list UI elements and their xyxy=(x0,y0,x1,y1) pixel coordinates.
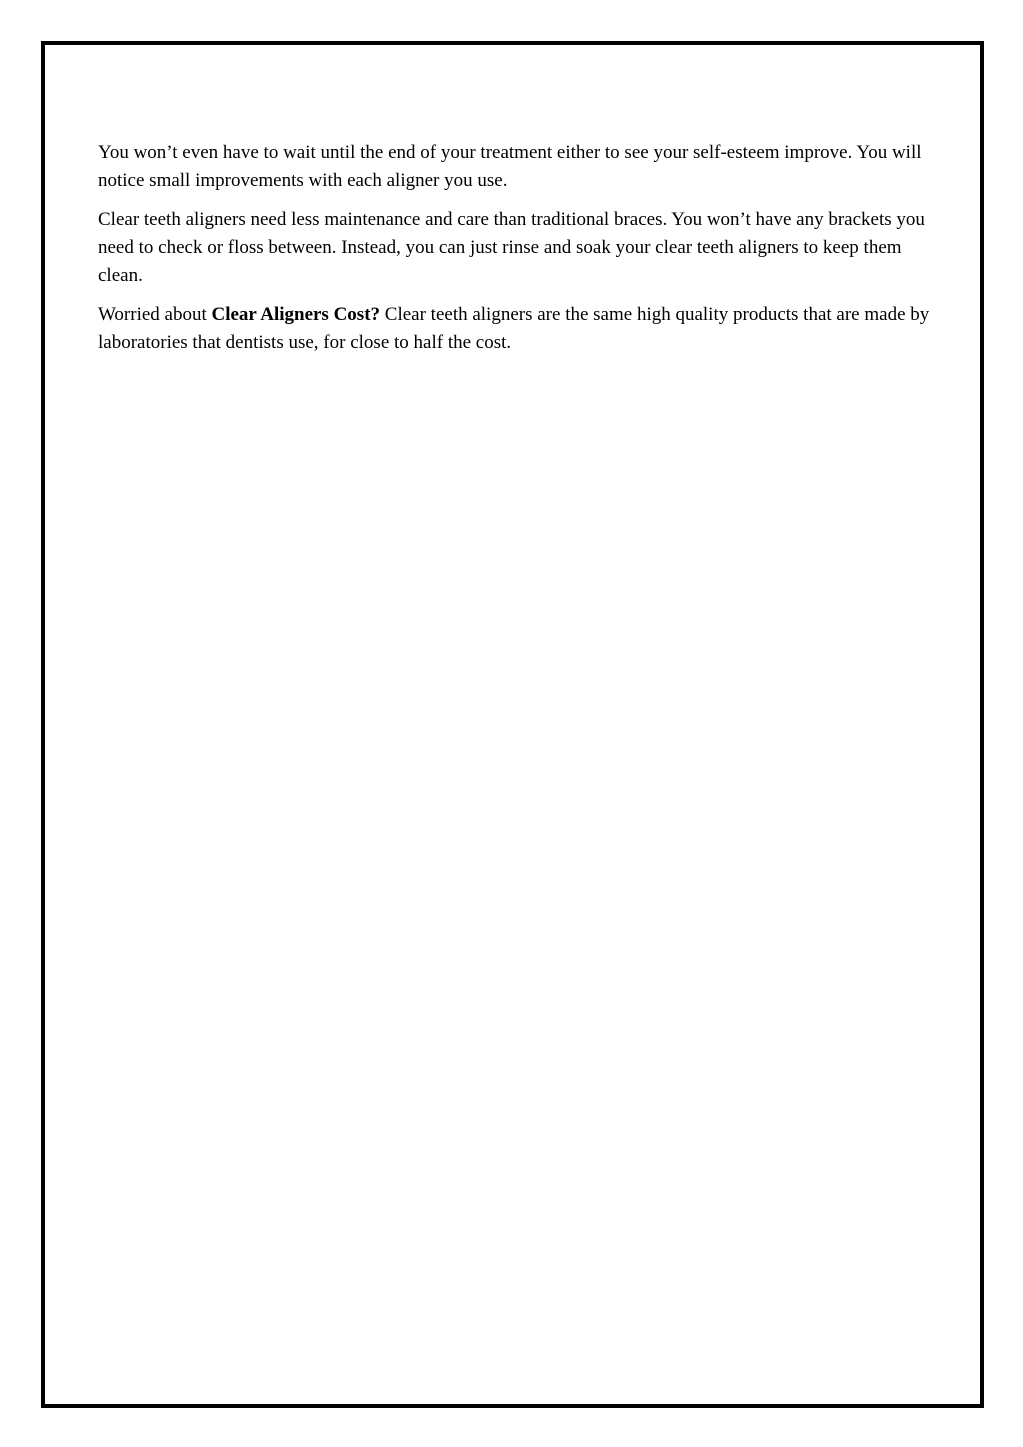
paragraph-self-esteem: You won’t even have to wait until the end of your treatment either to see your self-esteem improve. You will notice small improvements with each aligner you use. xyxy=(98,142,922,191)
paragraph-cost-intro: Worried about xyxy=(98,304,212,325)
paragraph-cost-body: Clear teeth aligners are the same high quality products that are made by laboratories that dentists use, for close to half the cost. xyxy=(98,304,930,353)
page-frame xyxy=(41,41,984,1408)
clear-aligners-cost-emphasis: Clear Aligners Cost? xyxy=(211,304,381,325)
paragraph-cost xyxy=(98,301,933,357)
paragraph-maintenance: Clear teeth aligners need less maintenance and care than traditional braces. You won’t have any brackets you need to check or floss between. Instead, you can just rinse and soak your clear teeth aligners to keep them clean. xyxy=(98,209,925,286)
document-body xyxy=(98,139,933,368)
